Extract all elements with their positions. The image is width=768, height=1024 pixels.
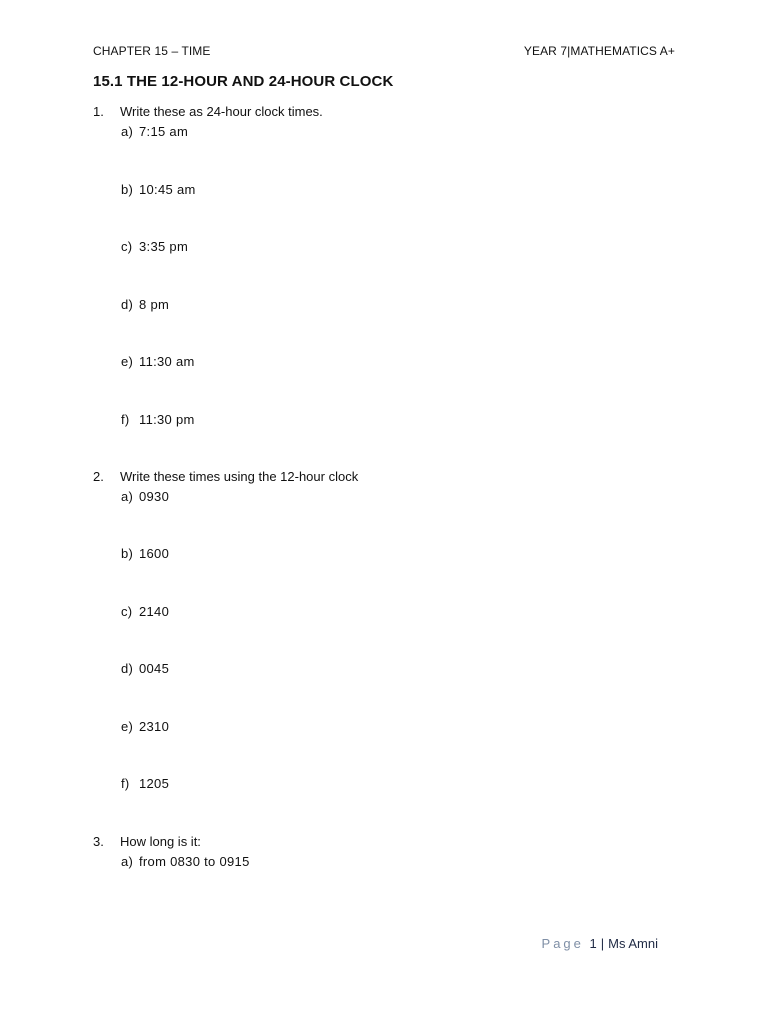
question-item	[121, 124, 188, 139]
question-item	[121, 776, 169, 791]
question-item	[121, 297, 169, 312]
question-number: 2.	[93, 469, 104, 484]
item-letter: c)	[121, 604, 133, 619]
item-text: 11:30 pm	[139, 412, 195, 427]
item-letter: e)	[121, 719, 134, 734]
question-item	[121, 661, 169, 676]
question-number: 1.	[93, 104, 104, 119]
item-letter: a)	[121, 124, 134, 139]
question-3	[93, 834, 201, 849]
header-subject: YEAR 7|MATHEMATICS A+	[523, 44, 675, 58]
item-letter: a)	[121, 854, 134, 869]
footer-author: Ms Amni	[608, 936, 658, 951]
question-number: 3.	[93, 834, 104, 849]
question-item	[121, 604, 169, 619]
question-2	[93, 469, 358, 484]
item-text: from 0830 to 0915	[139, 854, 250, 869]
item-text: 2140	[139, 604, 170, 619]
question-item	[121, 412, 195, 427]
question-prompt: Write these as 24-hour clock times.	[120, 104, 323, 119]
question-prompt: Write these times using the 12-hour clock	[120, 469, 359, 484]
item-text: 0930	[139, 489, 170, 504]
section-title: 15.1 THE 12-HOUR AND 24-HOUR CLOCK	[93, 73, 394, 90]
item-letter: e)	[121, 354, 134, 369]
item-text: 1600	[139, 546, 170, 561]
item-letter: d)	[121, 297, 134, 312]
item-text: 2310	[139, 719, 170, 734]
footer-page-number: 1	[589, 936, 597, 951]
question-item	[121, 546, 169, 561]
item-text: 7:15 am	[139, 124, 189, 139]
question-item	[121, 239, 188, 254]
item-letter: d)	[121, 661, 134, 676]
item-text: 1205	[139, 776, 170, 791]
question-1	[93, 104, 323, 119]
item-letter: f)	[121, 412, 130, 427]
item-letter: f)	[121, 776, 130, 791]
question-item	[121, 854, 250, 869]
footer-page-label: Page	[541, 936, 584, 951]
item-letter: a)	[121, 489, 134, 504]
item-text: 0045	[139, 661, 170, 676]
question-item	[121, 182, 196, 197]
question-item	[121, 489, 169, 504]
item-letter: c)	[121, 239, 133, 254]
item-letter: b)	[121, 546, 134, 561]
question-prompt: How long is it:	[120, 834, 201, 849]
item-text: 10:45 am	[139, 182, 196, 197]
footer-separator: |	[600, 936, 605, 951]
item-text: 11:30 am	[139, 354, 195, 369]
item-text: 8 pm	[139, 297, 170, 312]
question-item	[121, 354, 195, 369]
item-letter: b)	[121, 182, 134, 197]
question-item	[121, 719, 169, 734]
header-chapter: CHAPTER 15 – TIME	[93, 44, 211, 58]
item-text: 3:35 pm	[139, 239, 189, 254]
page-footer	[542, 936, 658, 951]
